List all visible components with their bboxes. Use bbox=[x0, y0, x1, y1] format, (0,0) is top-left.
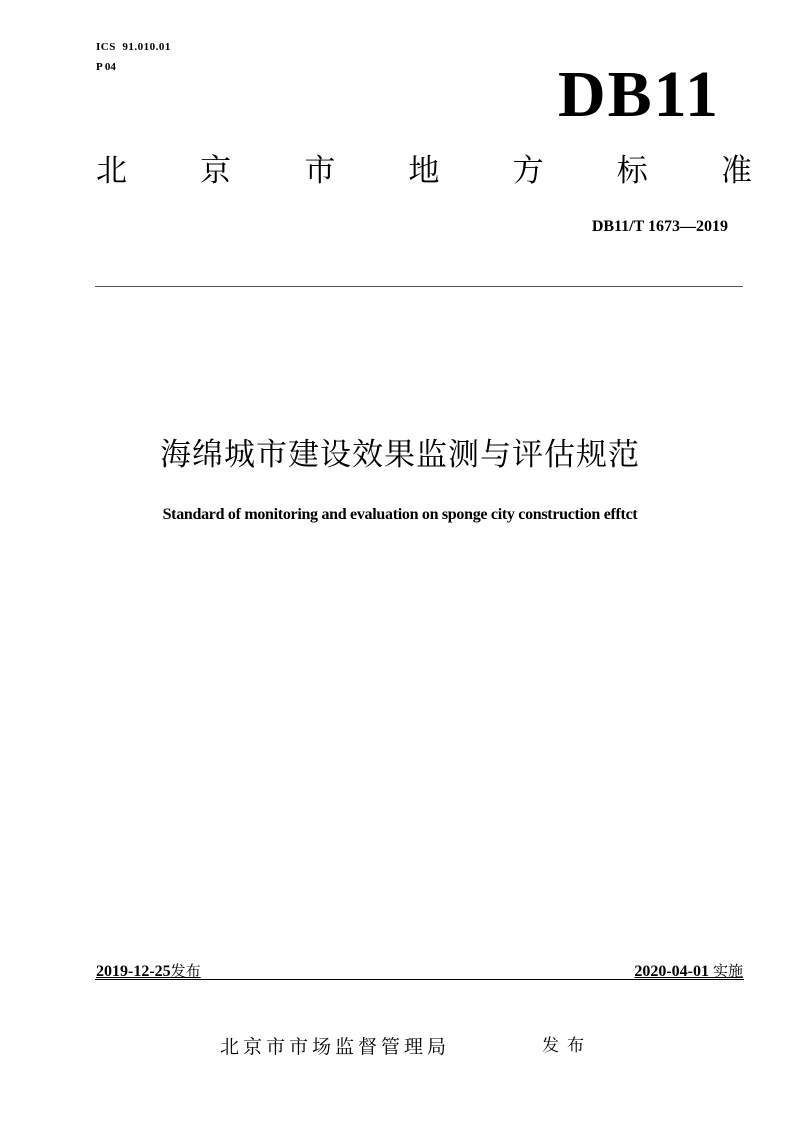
issue-date-block bbox=[96, 960, 201, 981]
implement-date-block bbox=[634, 960, 743, 981]
publisher-name: 北京市市场监督管理局 bbox=[220, 1036, 451, 1058]
standard-type-char: 方 bbox=[512, 153, 544, 189]
standard-type-char: 准 bbox=[720, 153, 752, 189]
standard-type-char: 北 bbox=[96, 153, 127, 189]
standard-type-char: 京 bbox=[200, 153, 232, 189]
standard-number: DB11/T 1673—2019 bbox=[591, 218, 728, 235]
implement-date: 2020-04-01 bbox=[634, 963, 709, 980]
issue-date: 2019-12-25 bbox=[96, 963, 171, 980]
standard-type-heading bbox=[96, 153, 752, 189]
ccs-code: P 04 bbox=[96, 61, 116, 73]
publish-label: 发布 bbox=[542, 1036, 592, 1056]
header-divider bbox=[95, 286, 743, 287]
standard-type-char: 地 bbox=[408, 153, 440, 189]
standard-type-char: 市 bbox=[304, 153, 336, 189]
ics-code: ICS 91.010.01 bbox=[96, 41, 171, 53]
footer-divider bbox=[95, 979, 744, 980]
db-code-logo: DB11 bbox=[557, 58, 720, 131]
standard-type-char: 标 bbox=[616, 153, 648, 189]
implement-label: 实施 bbox=[712, 962, 743, 980]
issue-label: 发布 bbox=[170, 962, 201, 980]
document-title-en: Standard of monitoring and evaluation on sponge city construction efftct bbox=[162, 506, 638, 523]
document-title-zh: 海绵城市建设效果监测与评估规范 bbox=[160, 437, 640, 473]
